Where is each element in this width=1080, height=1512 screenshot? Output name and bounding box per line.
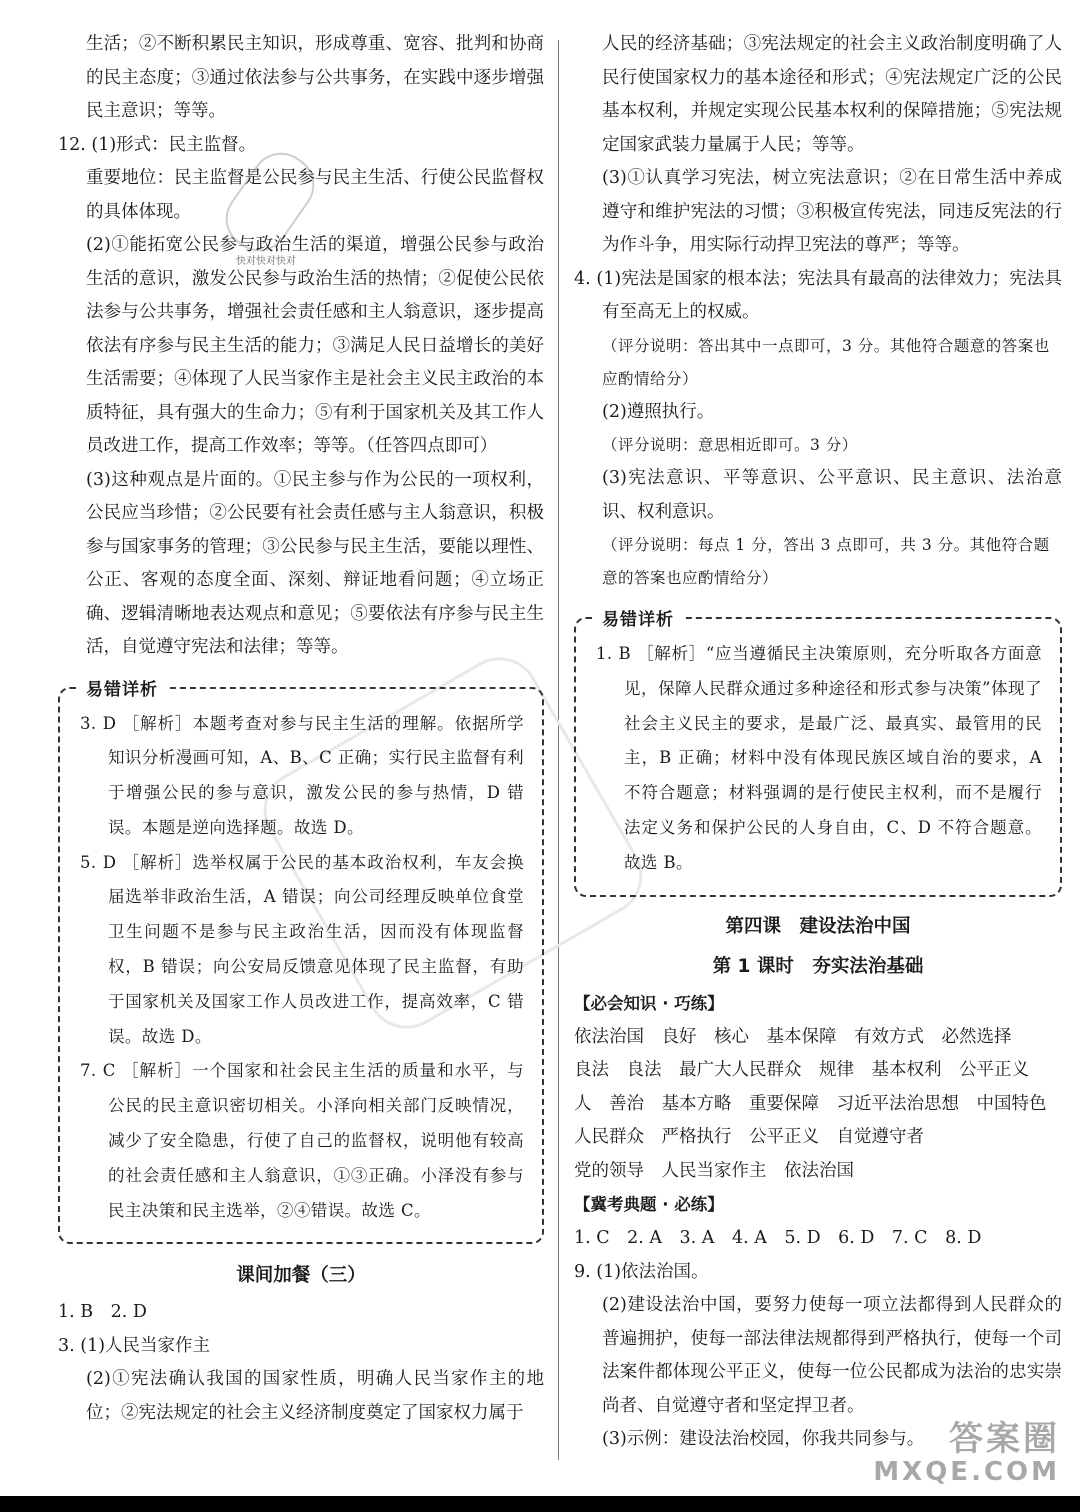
- lesson-title: 第四课 建设法治中国: [725, 915, 911, 937]
- error-analysis-box-right: [574, 610, 1062, 897]
- analysis-item-3: 3. D ［解析］本题考查对参与民主生活的理解。依据所学知识分析漫画可知，A、B、C 正确；实行民主监督有利于增强公民的参与意识，激发公民的参与热情，D 错误。本题是逆向选择题。故选 D。: [80, 713, 524, 837]
- q12-part2: (2)①能拓宽公民参与政治生活的渠道，增强公民参与政治生活的意识，激发公民参与政治生活的热情；②促使公民依法参与公共事务，增强社会责任感和主人翁意识，逐步提高依法有序参与民主生活的能力；③满足人民日益增长的美好生活需要；④体现了人民当家作主是社会主义民主政治的本质特征，具有强大的生命力；⑤有利于国家机关及其工作人员改进工作，提高工作效率；等等。（任答四点即可）: [86, 235, 544, 456]
- mc-answers-left: 1. B 2. D: [58, 1302, 147, 1323]
- exam-heading: 【冀考典题 · 必练】: [574, 1195, 724, 1215]
- q4-note3: （评分说明：每点 1 分，答出 3 点即可，共 3 分。其他符合题意的答案也应酌情给分）: [602, 536, 1050, 587]
- must-know-heading: 【必会知识 · 巧练】: [574, 993, 724, 1013]
- mc-answers-right: 1. C 2. A 3. A 4. A 5. D 6. D 7. C 8. D: [574, 1228, 982, 1249]
- q9-part3: (3)示例：建设法治校园，你我共同参与。: [602, 1429, 925, 1450]
- q9-part1: 9. (1)依法治国。: [574, 1261, 709, 1282]
- q12-importance: 重要地位：民主监督是公民参与民主生活、行使公民监督权的具体体现。: [86, 168, 544, 222]
- error-analysis-box-left: [58, 679, 544, 1245]
- q3-heading: 3. (1)人民当家作主: [58, 1335, 211, 1356]
- q3-continued: 人民的经济基础；③宪法规定的社会主义政治制度明确了人民行使国家权力的基本途径和形式；④宪法规定广泛的公民基本权利，并规定实现公民基本权利的保障措施；⑤宪法规定国家武装力量属于人民；等等。: [602, 34, 1062, 155]
- terms-line: 党的领导 人民当家作主 依法治国: [574, 1160, 854, 1181]
- section-title: 课间加餐（三）: [236, 1265, 366, 1287]
- site-watermark-line2: MXQE.COM: [873, 1457, 1060, 1487]
- q9-part2: (2)建设法治中国，要努力使每一项立法都得到人民群众的普遍拥护，使每一部法律法规都得到严格执行，使每一个司法案件都体现公平正义，使每一位公民都成为法治的忠实崇尚者、自觉遵守者和坚定捍卫者。: [602, 1295, 1062, 1416]
- analysis-item-7: 7. C ［解析］一个国家和社会民主生活的质量和水平，与公民的民主意识密切相关。小泽向相关部门反映情况，减少了安全隐患，行使了自己的监督权，说明他有较高的社会责任感和主人翁意识，①③正确。小泽没有参与民主决策和民主选举，②④错误。故选 C。: [80, 1061, 524, 1220]
- q4-part3: (3)宪法意识、平等意识、公平意识、民主意识、法治意识、权利意识。: [602, 468, 1062, 522]
- q3-part2-start: (2)①宪法确认我国的国家性质，明确人民当家作主的地位；②宪法规定的社会主义经济制度奠定了国家权力属于: [86, 1369, 544, 1423]
- q12-part3: (3)这种观点是片面的。①民主参与作为公民的一项权利，公民应当珍惜；②公民要有社会责任感与主人翁意识，积极参与国家事务的管理；③公民参与民主生活，要能以理性、公正、客观的态度全面、深刻、辩证地看问题；④立场正确、逻辑清晰地表达观点和意见；⑤要依法有序参与民主生活，自觉遵守宪法和法律；等等。: [86, 469, 544, 657]
- analysis-item-1: 1. B ［解析］“应当遵循民主决策原则，充分听取各方面意见，保障人民群众通过多种途径和形式参与决策”体现了社会主义民主的要求，是最广泛、最真实、最管用的民主，B 正确；材料中没有体现民族区域自治的要求，A 不符合题意；材料强调的是行使民主权利，而不是履行法定义务和保护公民的人身自由，C、D 不符合题意。故选 B。: [596, 644, 1042, 872]
- bottom-bar: [0, 1496, 1080, 1512]
- terms-line: 人 善治 基本方略 重要保障 习近平法治思想 中国特色: [574, 1093, 1047, 1114]
- q12-heading: 12. (1)形式：民主监督。: [58, 134, 257, 155]
- terms-line: 依法治国 良好 核心 基本保障 有效方式 必然选择: [574, 1026, 1012, 1047]
- site-watermark-line1: 答案圈: [949, 1419, 1060, 1459]
- q4-note2: （评分说明：意思相近即可。3 分）: [602, 436, 858, 454]
- site-watermark-logo: [873, 1420, 1060, 1486]
- box-title: 易错详析: [78, 675, 166, 700]
- right-column: [574, 28, 1062, 1457]
- left-column: [58, 28, 544, 1430]
- terms-line: 良法 良法 最广大人民群众 规律 基本权利 公平正义: [574, 1060, 1029, 1081]
- q4-note1: （评分说明：答出其中一点即可，3 分。其他符合题意的答案也应酌情给分）: [602, 336, 1050, 388]
- q3-part3: (3)①认真学习宪法，树立宪法意识；②在日常生活中养成遵守和维护宪法的习惯；③积极宣传宪法，同违反宪法的行为作斗争，用实际行动捍卫宪法的尊严；等等。: [602, 168, 1062, 255]
- q4-part2: (2)遵照执行。: [602, 401, 715, 422]
- q4-part1: 4. (1)宪法是国家的根本法；宪法具有最高的法律效力；宪法具有至高无上的权威。: [574, 268, 1062, 322]
- watermark-stamp-text: 快对快对快对: [236, 256, 296, 267]
- analysis-item-5: 5. D ［解析］选举权属于公民的基本政治权利，车友会换届选举非政治生活，A 错误；向公司经理反映单位食堂卫生问题不是参与民主政治生活，因而没有体现监督权，B 错误；向公安局反馈意见体现了民主监督，有助于国家机关及国家工作人员改进工作，提高效率，C 错误。故选 D。: [80, 852, 524, 1046]
- box-title: 易错详析: [594, 605, 682, 630]
- period-title: 第 1 课时 夯实法治基础: [712, 955, 924, 977]
- terms-line: 人民群众 严格执行 公平正义 自觉遵守者: [574, 1127, 924, 1148]
- intro-paragraph: 生活；②不断积累民主知识，形成尊重、宽容、批判和协商的民主态度；③通过依法参与公共事务，在实践中逐步增强民主意识；等等。: [86, 34, 544, 121]
